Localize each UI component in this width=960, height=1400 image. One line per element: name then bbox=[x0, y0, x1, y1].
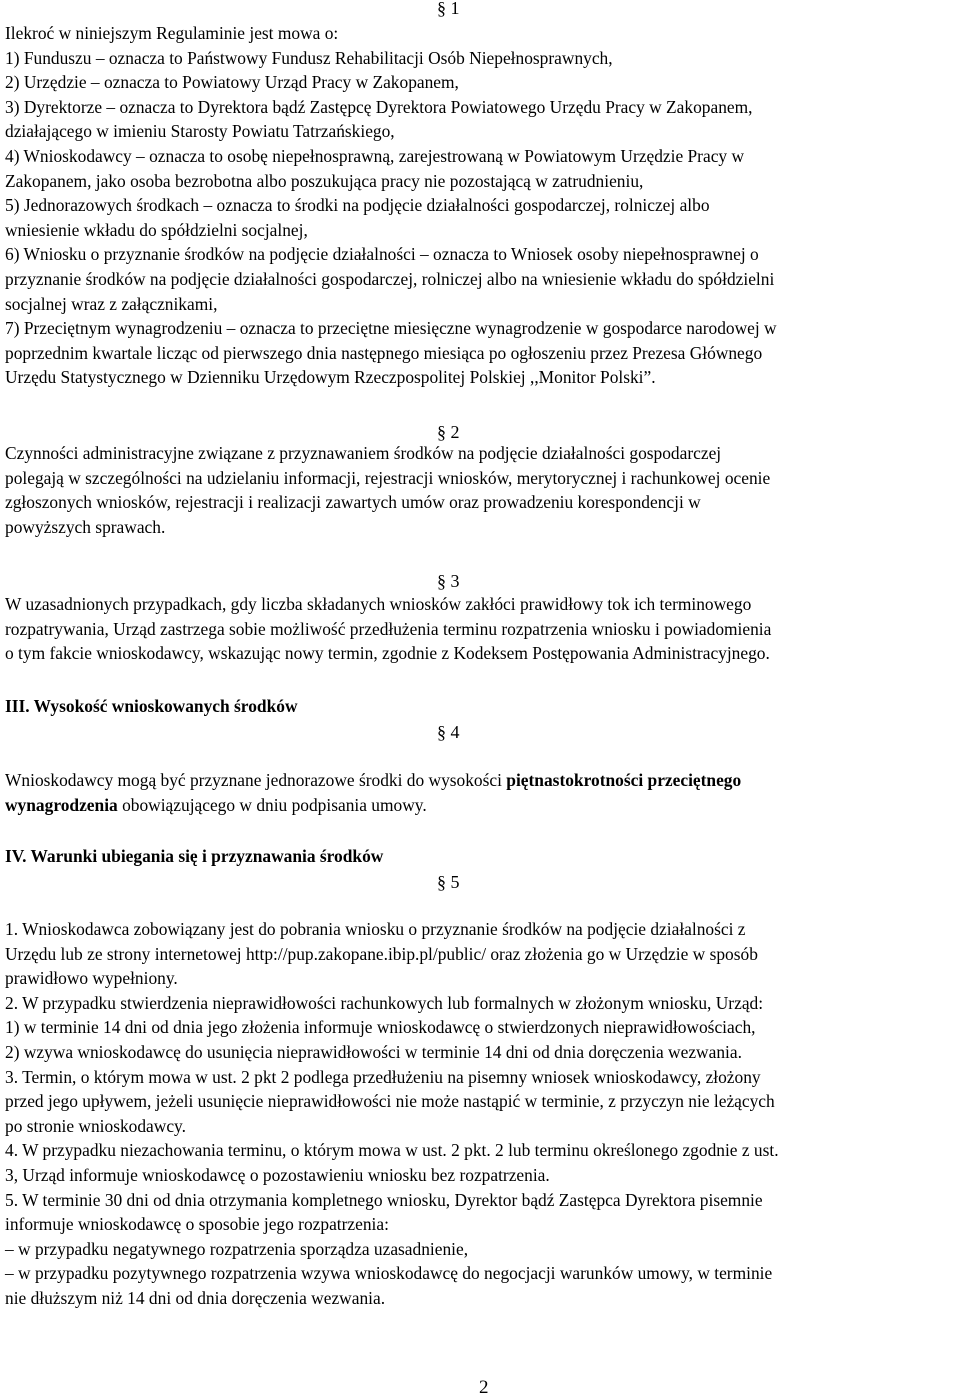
text-line: 1) Funduszu – oznacza to Państwowy Fundusz Rehabilitacji Osób Niepełnosprawnych, bbox=[5, 47, 613, 68]
text-line: rozpatrywania, Urząd zastrzega sobie możliwość przedłużenia terminu rozpatrzenia wniosku i powiadomienia bbox=[5, 618, 772, 639]
text-line bbox=[5, 793, 960, 818]
text-line: 3, Urząd informuje wnioskodawcę o pozostawieniu wniosku bez rozpatrzenia. bbox=[5, 1164, 550, 1185]
text-line: polegają w szczególności na udzielaniu informacji, rejestracji wniosków, merytorycznej i rachunkowej ocenie bbox=[5, 467, 771, 488]
text-line: 5. W terminie 30 dni od dnia otrzymania kompletnego wniosku, Dyrektor bądź Zastępca Dyrektora pisemnie bbox=[5, 1189, 763, 1210]
section-mark-2: § 2 bbox=[437, 422, 460, 442]
text-line: Urzędu Statystycznego w Dzienniku Urzędowym Rzeczpospolitej Polskiej ,,Monitor Polski”. bbox=[5, 367, 656, 388]
section-mark-4: § 4 bbox=[437, 722, 460, 742]
section-mark-1: § 1 bbox=[437, 0, 460, 18]
bold-text-run: wynagrodzenia bbox=[5, 794, 118, 815]
text-line: Zakopanem, jako osoba bezrobotna albo poszukująca pracy nie pozostającą w zatrudnieniu, bbox=[5, 170, 644, 191]
text-line: W uzasadnionych przypadkach, gdy liczba składanych wniosków zakłóci prawidłowy tok ich terminowego bbox=[5, 594, 752, 614]
text-line: Czynności administracyjne związane z przyznawaniem środków na podjęcie działalności gospodarczej bbox=[5, 443, 722, 463]
text-line: wniesienie wkładu do spółdzielni socjalnej, bbox=[5, 219, 308, 240]
text-line: po stronie wnioskodawcy. bbox=[5, 1115, 186, 1136]
text-line: 1) w terminie 14 dni od dnia jego złożenia informuje wnioskodawcę o stwierdzonych nieprawidłowościach, bbox=[5, 1017, 756, 1038]
text-line: 5) Jednorazowych środkach – oznacza to środki na podjęcie działalności gospodarczej, rolniczej albo bbox=[5, 195, 710, 216]
text-line: nie dłuższym niż 14 dni od dnia doręczenia wezwania. bbox=[5, 1287, 386, 1308]
heading-chapter-3: III. Wysokość wnioskowanych środków bbox=[5, 696, 298, 716]
section-mark-5: § 5 bbox=[437, 872, 460, 892]
text-line: Ilekroć w niniejszym Regulaminie jest mowa o: bbox=[5, 23, 339, 43]
text-line: 2. W przypadku stwierdzenia nieprawidłowości rachunkowych lub formalnych w złożonym wniosku, Urząd: bbox=[5, 992, 764, 1013]
administrative-paragraph bbox=[5, 441, 960, 539]
text-line: o tym fakcie wnioskodawcy, wskazując nowy termin, zgodnie z Kodeksem Postępowania Administracyjnego. bbox=[5, 643, 770, 664]
text-line: zgłoszonych wniosków, rejestracji i realizacji zawartych umów oraz prowadzeniu korespondencji w bbox=[5, 492, 701, 513]
text-run: obowiązującego w dniu podpisania umowy. bbox=[117, 794, 427, 815]
text-line: informuje wnioskodawcę o sposobie jego rozpatrzenia: bbox=[5, 1214, 389, 1235]
text-line: powyższych sprawach. bbox=[5, 516, 166, 537]
section-mark-3: § 3 bbox=[437, 571, 460, 591]
definitions-paragraph bbox=[5, 21, 960, 390]
text-line: przed jego upływem, jeżeli usunięcie nieprawidłowości nie może nastąpić w terminie, z przyczyn nie leżących bbox=[5, 1091, 775, 1112]
text-line: poprzednim kwartale licząc od pierwszego dnia następnego miesiąca po ogłoszeniu przez Prezesa Głównego bbox=[5, 342, 763, 363]
text-line: 6) Wniosku o przyznanie środków na podjęcie działalności – oznacza to Wniosek osoby niepełnosprawnej o bbox=[5, 244, 759, 265]
text-line: 2) wzywa wnioskodawcę do usunięcia nieprawidłowości w terminie 14 dni od dnia doręczenia wezwania. bbox=[5, 1041, 742, 1062]
text-line: działającego w imieniu Starosty Powiatu Tatrzańskiego, bbox=[5, 121, 395, 142]
text-run: Wnioskodawcy mogą być przyznane jednorazowe środki do wysokości bbox=[5, 770, 507, 790]
text-line: 3. Termin, o którym mowa w ust. 2 pkt 2 podlega przedłużeniu na pisemny wniosek wnioskodawcy, złożony bbox=[5, 1066, 761, 1087]
text-line: 4) Wnioskodawcy – oznacza to osobę niepełnosprawną, zarejestrowaną w Powiatowym Urzędzie Pracy w bbox=[5, 145, 745, 166]
text-line bbox=[5, 768, 960, 793]
bold-text-run: piętnastokrotności przeciętnego bbox=[506, 770, 742, 790]
deadline-paragraph bbox=[5, 592, 960, 666]
text-line: 2) Urzędzie – oznacza to Powiatowy Urząd Pracy w Zakopanem, bbox=[5, 72, 459, 93]
text-line: 7) Przeciętnym wynagrodzeniu – oznacza to przeciętne miesięczne wynagrodzenie w gospodarce narodowej w bbox=[5, 318, 777, 339]
text-line: – w przypadku pozytywnego rozpatrzenia wzywa wnioskodawcę do negocjacji warunków umowy, w terminie bbox=[5, 1263, 773, 1284]
text-line: socjalnej wraz z załącznikami, bbox=[5, 293, 218, 314]
text-line: 3) Dyrektorze – oznacza to Dyrektora bądź Zastępcę Dyrektora Powiatowego Urzędu Pracy w Zakopanem, bbox=[5, 96, 753, 117]
heading-chapter-4: IV. Warunki ubiegania się i przyznawania środków bbox=[5, 846, 384, 866]
text-line: prawidłowo wypełniony. bbox=[5, 968, 178, 989]
text-line: przyznanie środków na podjęcie działalności gospodarczej, rolniczej albo na wniesienie wkładu do spółdzielni bbox=[5, 268, 775, 289]
text-line: 4. W przypadku niezachowania terminu, o którym mowa w ust. 2 pkt. 2 lub terminu określonego zgodnie z ust. bbox=[5, 1140, 779, 1161]
text-line: Urzędu lub ze strony internetowej http://pup.zakopane.ibip.pl/public/ oraz złożenia go w Urzędzie w sposób bbox=[5, 943, 758, 964]
amount-paragraph bbox=[5, 768, 960, 817]
page-number: 2 bbox=[479, 1377, 489, 1398]
text-line: – w przypadku negatywnego rozpatrzenia sporządza uzasadnienie, bbox=[5, 1238, 469, 1259]
text-line: 1. Wnioskodawca zobowiązany jest do pobrania wniosku o przyznanie środków na podjęcie działalności z bbox=[5, 919, 746, 939]
conditions-paragraph bbox=[5, 917, 960, 1311]
